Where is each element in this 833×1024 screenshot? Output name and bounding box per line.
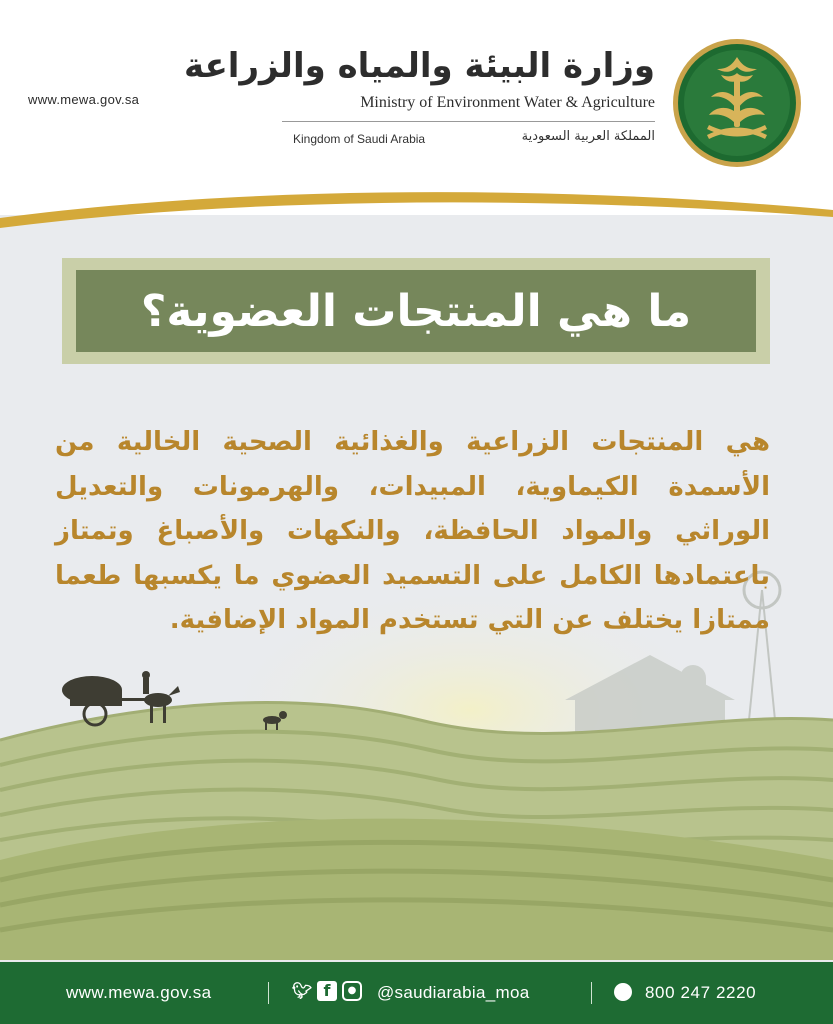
- facebook-icon[interactable]: f: [317, 981, 337, 1001]
- footer-separator: [591, 982, 592, 1004]
- kingdom-name-arabic: المملكة العربية السعودية: [521, 129, 655, 144]
- phone-number[interactable]: 800 247 2220: [645, 983, 757, 1002]
- social-handle[interactable]: @saudiarabia_moa: [377, 983, 530, 1002]
- social-icons: [292, 981, 362, 1001]
- ministry-logo-icon: [671, 37, 803, 169]
- header-divider: [282, 121, 655, 122]
- page-title: ما هي المنتجات العضوية؟: [140, 285, 692, 337]
- description-paragraph: هي المنتجات الزراعية والغذائية الصحية الخالية من الأسمدة الكيماوية، المبيدات، والهرمونات والتعديل الوراثي والمواد الحافظة، والنكهات والأصباغ وتمتاز باعتمادها الكامل على التسميد العضوي ما يكسبها طعما ممتازا يختلف عن التي تستخدم المواد الإضافية.: [55, 427, 770, 635]
- title-banner: [76, 270, 756, 352]
- instagram-icon[interactable]: ●: [342, 981, 362, 1001]
- footer-website-link[interactable]: www.mewa.gov.sa: [66, 983, 212, 1002]
- header-website-link[interactable]: www.mewa.gov.sa: [28, 92, 140, 107]
- twitter-icon[interactable]: 🐦︎: [292, 981, 313, 1000]
- footer-separator: [268, 982, 269, 1004]
- phone-icon: [614, 983, 632, 1001]
- footer: [0, 962, 833, 1024]
- ministry-name-arabic: وزارة البيئة والمياه والزراعة: [183, 46, 655, 86]
- ministry-name-english: Ministry of Environment Water & Agriculture: [360, 94, 655, 111]
- kingdom-name-english: Kingdom of Saudi Arabia: [293, 132, 426, 146]
